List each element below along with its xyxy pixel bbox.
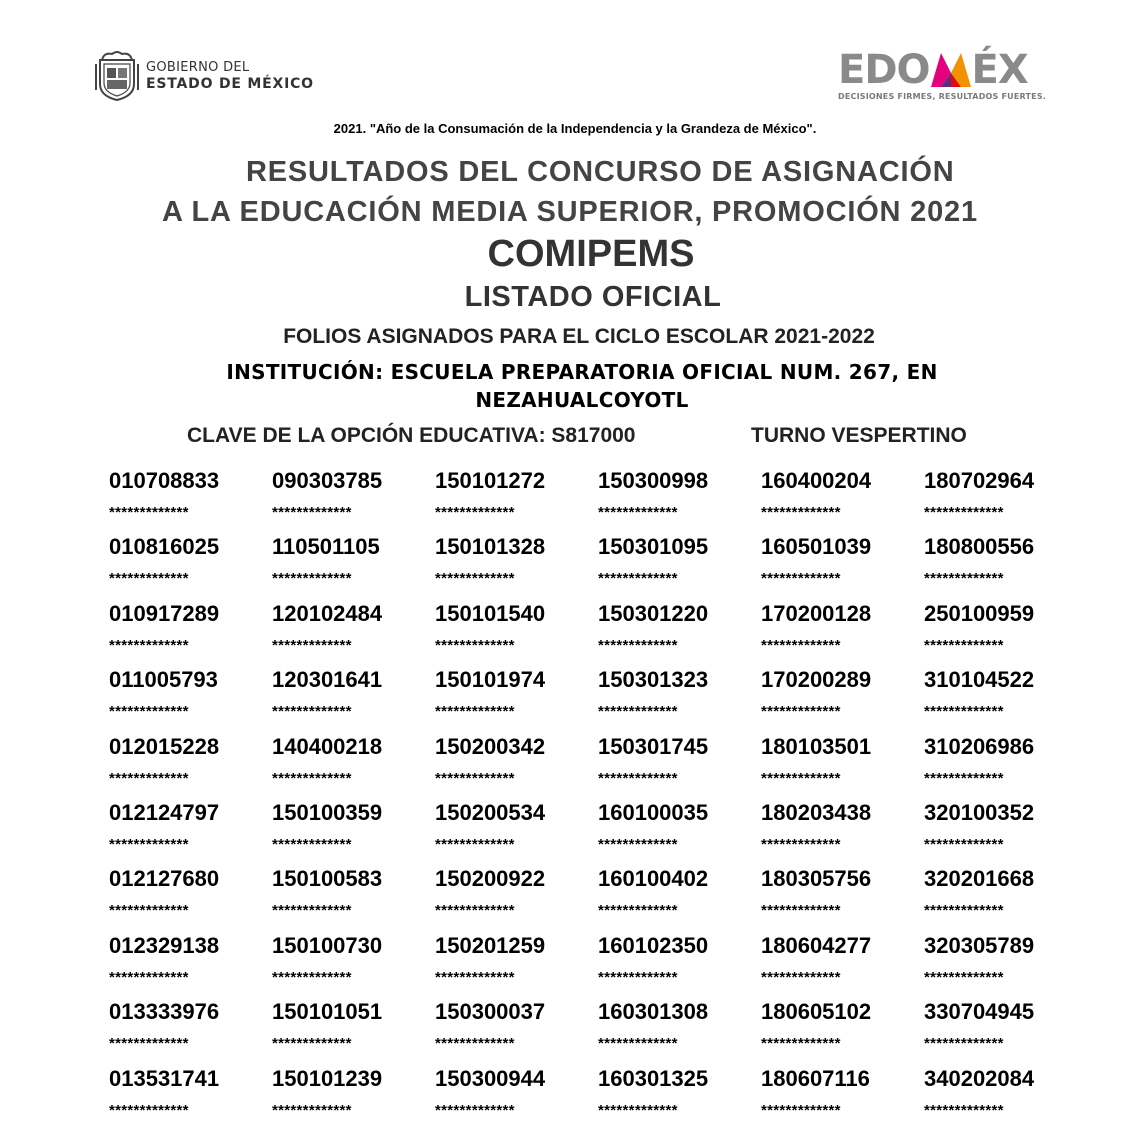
- folio-number: 150301323: [598, 667, 709, 693]
- folio-name-mask: *************: [272, 636, 352, 654]
- folio-entry: [272, 931, 435, 997]
- folio-entry: [761, 466, 924, 532]
- institution-name: [195, 358, 969, 414]
- folio-entry: [924, 997, 1087, 1063]
- folio-entry: [109, 732, 272, 798]
- folio-name-mask: *************: [435, 636, 515, 654]
- folio-name-mask: *************: [435, 703, 515, 721]
- folio-entry: [435, 732, 598, 798]
- folio-name-mask: *************: [924, 1101, 1004, 1119]
- folio-number: 170200289: [761, 667, 872, 693]
- folio-number: 013531741: [109, 1065, 220, 1091]
- folio-name-mask: *************: [924, 570, 1004, 588]
- folio-name-mask: *************: [109, 1101, 189, 1119]
- title-listado-oficial: LISTADO OFICIAL: [464, 281, 722, 313]
- folio-name-mask: *************: [761, 968, 841, 986]
- folio-name-mask: *************: [924, 1035, 1004, 1053]
- folio-number: 160100402: [598, 866, 709, 892]
- folio-entry: [435, 798, 598, 864]
- folio-name-mask: *************: [598, 835, 678, 853]
- folio-entry: [435, 466, 598, 532]
- folio-name-mask: *************: [598, 1035, 678, 1053]
- folio-entry: [761, 798, 924, 864]
- folio-name-mask: *************: [109, 769, 189, 787]
- edomex-tagline: DECISIONES FIRMES, RESULTADOS FUERTES.: [838, 92, 1047, 101]
- folio-entry: [924, 931, 1087, 997]
- folio-number: 150301220: [598, 600, 709, 626]
- folio-name-mask: *************: [272, 968, 352, 986]
- folio-number: 150100583: [272, 866, 383, 892]
- folio-name-mask: *************: [761, 769, 841, 787]
- folio-entry: [761, 599, 924, 665]
- folio-number: 150200534: [435, 799, 546, 825]
- folio-entry: [109, 466, 272, 532]
- folio-entry: [924, 532, 1087, 598]
- folio-entry: [598, 732, 761, 798]
- folio-entry: [435, 1064, 598, 1130]
- folio-name-mask: *************: [109, 835, 189, 853]
- folio-name-mask: *************: [109, 504, 189, 521]
- folio-name-mask: *************: [272, 1035, 352, 1053]
- folio-number: 160301325: [598, 1065, 709, 1091]
- clave-opcion-educativa: CLAVE DE LA OPCIÓN EDUCATIVA: S817000: [187, 424, 636, 447]
- folio-name-mask: *************: [435, 1101, 515, 1119]
- folio-entry: [924, 466, 1087, 532]
- folio-name-mask: *************: [109, 968, 189, 986]
- folio-number: 150101974: [435, 667, 546, 693]
- folio-entry: [761, 864, 924, 930]
- folio-name-mask: *************: [435, 1035, 515, 1053]
- folio-number: 160102350: [598, 932, 709, 958]
- folio-number: 160301308: [598, 999, 709, 1025]
- folio-name-mask: *************: [272, 570, 352, 588]
- folio-number: 150300037: [435, 999, 546, 1025]
- folio-number: 010917289: [109, 600, 220, 626]
- folio-name-mask: *************: [598, 902, 678, 920]
- folio-entry: [924, 864, 1087, 930]
- folio-name-mask: *************: [435, 570, 515, 588]
- institution-line2: NEZAHUALCOYOTL: [475, 388, 689, 412]
- folio-number: 150100730: [272, 932, 383, 958]
- folio-number: 140400218: [272, 733, 383, 759]
- folio-name-mask: *************: [924, 968, 1004, 986]
- folio-entry: [435, 599, 598, 665]
- title-line-2: A LA EDUCACIÓN MEDIA SUPERIOR, PROMOCIÓN 2021: [162, 196, 978, 228]
- title-line-1: RESULTADOS DEL CONCURSO DE ASIGNACIÓN: [246, 156, 955, 188]
- folio-entry: [598, 665, 761, 731]
- gov-logo-line1: GOBIERNO DEL: [146, 60, 250, 75]
- folio-name-mask: *************: [761, 902, 841, 920]
- folio-entry: [272, 599, 435, 665]
- folio-grid: [109, 466, 1087, 1130]
- folio-name-mask: *************: [761, 636, 841, 654]
- folio-number: 150101051: [272, 999, 383, 1025]
- folio-entry: [272, 1064, 435, 1130]
- folio-name-mask: *************: [761, 1101, 841, 1119]
- folio-name-mask: *************: [109, 1035, 189, 1053]
- state-seal-icon: [94, 50, 140, 102]
- folio-name-mask: *************: [435, 769, 515, 787]
- folio-entry: [272, 864, 435, 930]
- year-motto: 2021. "Año de la Consumación de la Independencia y la Grandeza de México".: [333, 121, 817, 136]
- folio-entry: [109, 997, 272, 1063]
- folio-name-mask: *************: [109, 703, 189, 721]
- folio-number: 150101272: [435, 468, 546, 493]
- folio-entry: [109, 864, 272, 930]
- folio-number: 150301095: [598, 534, 709, 560]
- folio-number: 180702964: [924, 468, 1035, 493]
- folio-number: 090303785: [272, 468, 383, 493]
- folio-entry: [598, 798, 761, 864]
- folio-number: 150301745: [598, 733, 709, 759]
- folio-number: 110501105: [272, 534, 380, 560]
- folio-entry: [924, 798, 1087, 864]
- folio-entry: [598, 997, 761, 1063]
- title-comipems: COMIPEMS: [487, 233, 695, 275]
- folio-number: 150101239: [272, 1065, 383, 1091]
- folio-name-mask: *************: [761, 1035, 841, 1053]
- folio-name-mask: *************: [435, 835, 515, 853]
- folio-entry: [272, 466, 435, 532]
- folio-number: 330704945: [924, 999, 1035, 1025]
- folio-number: 150200342: [435, 733, 546, 759]
- folio-entry: [109, 665, 272, 731]
- folio-number: 010816025: [109, 534, 220, 560]
- folio-number: 180103501: [761, 733, 872, 759]
- folio-entry: [761, 532, 924, 598]
- folio-number: 012329138: [109, 932, 220, 958]
- folio-name-mask: *************: [598, 769, 678, 787]
- folio-entry: [761, 732, 924, 798]
- folio-number: 180800556: [924, 534, 1035, 560]
- folio-entry: [761, 1064, 924, 1130]
- folio-entry: [924, 1064, 1087, 1130]
- folio-name-mask: *************: [435, 968, 515, 986]
- folio-entry: [109, 798, 272, 864]
- folio-entry: [272, 665, 435, 731]
- folio-number: 010708833: [109, 468, 220, 493]
- folio-name-mask: *************: [598, 1101, 678, 1119]
- folio-entry: [924, 665, 1087, 731]
- folio-entry: [435, 665, 598, 731]
- turno-label: TURNO VESPERTINO: [751, 424, 967, 447]
- folio-entry: [435, 997, 598, 1063]
- folio-number: 320201668: [924, 866, 1035, 892]
- edomex-logo-part1: EDO: [838, 47, 930, 93]
- folio-number: 120301641: [272, 667, 383, 693]
- institution-line1: INSTITUCIÓN: ESCUELA PREPARATORIA OFICIAL NUM. 267, EN: [226, 360, 938, 384]
- folio-entry: [598, 1064, 761, 1130]
- gov-logo-line2: ESTADO DE MÉXICO: [146, 76, 314, 92]
- folio-number: 250100959: [924, 600, 1035, 626]
- folio-number: 320305789: [924, 932, 1035, 958]
- folio-number: 320100352: [924, 799, 1035, 825]
- folio-number: 310206986: [924, 733, 1035, 759]
- folio-name-mask: *************: [924, 703, 1004, 721]
- folio-name-mask: *************: [272, 835, 352, 853]
- folio-number: 150300944: [435, 1065, 546, 1091]
- folio-number: 160501039: [761, 534, 872, 560]
- folio-name-mask: *************: [761, 835, 841, 853]
- folio-entry: [761, 931, 924, 997]
- folio-entry: [924, 732, 1087, 798]
- folio-entry: [761, 665, 924, 731]
- folio-name-mask: *************: [598, 570, 678, 588]
- folio-name-mask: *************: [272, 1101, 352, 1119]
- folio-entry: [598, 599, 761, 665]
- folio-number: 011005793: [109, 667, 218, 693]
- folio-number: 013333976: [109, 999, 220, 1025]
- folio-number: 180604277: [761, 932, 872, 958]
- folio-number: 170200128: [761, 600, 872, 626]
- folio-number: 160100035: [598, 799, 709, 825]
- folio-name-mask: *************: [924, 636, 1004, 654]
- folio-number: 150100359: [272, 799, 383, 825]
- folio-entry: [272, 997, 435, 1063]
- folio-entry: [761, 997, 924, 1063]
- edomex-logo: [838, 47, 1080, 101]
- folio-entry: [924, 599, 1087, 665]
- folio-name-mask: *************: [272, 504, 352, 521]
- folio-entry: [598, 532, 761, 598]
- folio-number: 180305756: [761, 866, 872, 892]
- folio-name-mask: *************: [598, 504, 678, 521]
- folio-name-mask: *************: [109, 636, 189, 654]
- folio-number: 180607116: [761, 1065, 870, 1091]
- folio-number: 012124797: [109, 799, 220, 825]
- folio-name-mask: *************: [598, 968, 678, 986]
- folio-number: 340202084: [924, 1065, 1035, 1091]
- folio-entry: [272, 732, 435, 798]
- folio-name-mask: *************: [272, 703, 352, 721]
- folio-name-mask: *************: [272, 769, 352, 787]
- folio-number: 150201259: [435, 932, 546, 958]
- folio-number: 150300998: [598, 468, 709, 493]
- folio-entry: [435, 532, 598, 598]
- folio-entry: [598, 931, 761, 997]
- folio-entry: [109, 532, 272, 598]
- folio-name-mask: *************: [761, 504, 841, 521]
- folio-name-mask: *************: [761, 570, 841, 588]
- folio-number: 180203438: [761, 799, 872, 825]
- folio-name-mask: *************: [924, 835, 1004, 853]
- folio-name-mask: *************: [924, 902, 1004, 920]
- folio-name-mask: *************: [924, 504, 1004, 521]
- subtitle-folios: FOLIOS ASIGNADOS PARA EL CICLO ESCOLAR 2021-2022: [283, 325, 875, 348]
- folio-entry: [272, 798, 435, 864]
- folio-entry: [109, 931, 272, 997]
- government-logo: [94, 50, 314, 102]
- folio-number: 310104522: [924, 667, 1035, 693]
- folio-number: 160400204: [761, 468, 872, 493]
- folio-entry: [109, 599, 272, 665]
- folio-number: 150200922: [435, 866, 546, 892]
- folio-name-mask: *************: [598, 636, 678, 654]
- folio-entry: [598, 864, 761, 930]
- folio-name-mask: *************: [109, 570, 189, 588]
- folio-number: 150101328: [435, 534, 546, 560]
- folio-number: 120102484: [272, 600, 383, 626]
- folio-name-mask: *************: [761, 703, 841, 721]
- folio-name-mask: *************: [435, 902, 515, 920]
- folio-name-mask: *************: [435, 504, 515, 521]
- folio-name-mask: *************: [272, 902, 352, 920]
- folio-entry: [598, 466, 761, 532]
- folio-entry: [272, 532, 435, 598]
- folio-number: 012015228: [109, 733, 220, 759]
- edomex-logo-part2: ÉX: [971, 47, 1028, 93]
- folio-name-mask: *************: [924, 769, 1004, 787]
- folio-entry: [435, 864, 598, 930]
- folio-number: 012127680: [109, 866, 220, 892]
- folio-number: 180605102: [761, 999, 872, 1025]
- folio-entry: [435, 931, 598, 997]
- edomex-m-glyph-icon: [931, 53, 971, 87]
- folio-name-mask: *************: [109, 902, 189, 920]
- folio-name-mask: *************: [598, 703, 678, 721]
- folio-number: 150101540: [435, 600, 546, 626]
- folio-entry: [109, 1064, 272, 1130]
